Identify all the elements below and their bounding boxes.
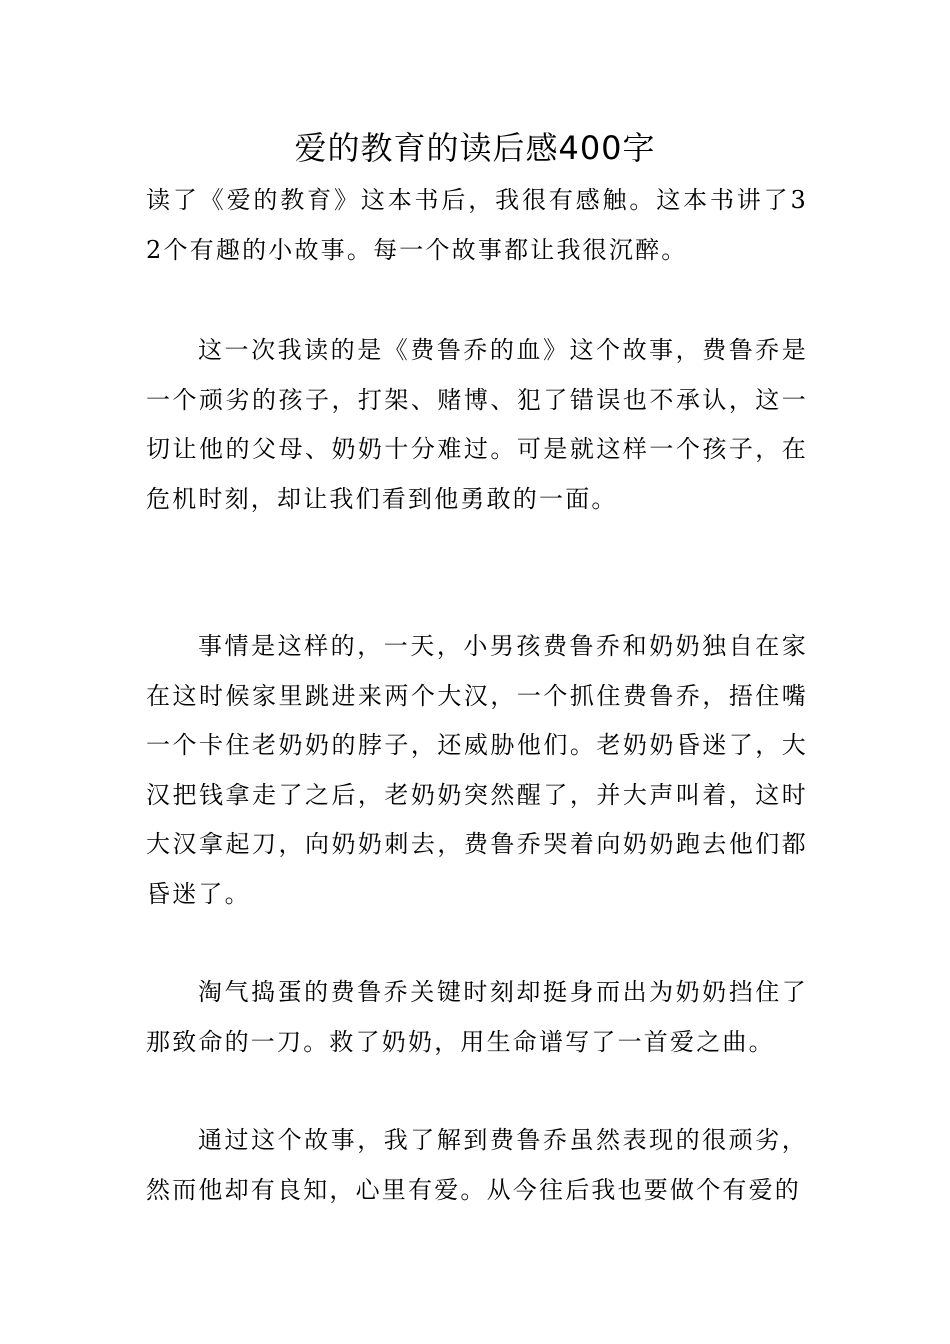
paragraph-story-climax: 淘气捣蛋的费鲁乔关键时刻却挺身而出为奶奶挡住了那致命的一刀。救了奶奶，用生命谱写了一首爱之曲。 [146, 978, 808, 1056]
paragraph-intro: 读了《爱的教育》这本书后，我很有感触。这本书讲了32个有趣的小故事。每一个故事都让我很沉醉。 [146, 186, 808, 264]
paragraph-reflection: 通过这个故事，我了解到费鲁乔虽然表现的很顽劣，然而他却有良知，心里有爱。从今往后我也要做个有爱的 [146, 1126, 808, 1204]
paragraph-story-intro: 这一次我读的是《费鲁乔的血》这个故事，费鲁乔是一个顽劣的孩子，打架、赌博、犯了错误也不承认，这一切让他的父母、奶奶十分难过。可是就这样一个孩子，在危机时刻，却让我们看到他勇敢的一面。 [146, 336, 808, 513]
paragraph-story-events: 事情是这样的，一天，小男孩费鲁乔和奶奶独自在家在这时候家里跳进来两个大汉，一个抓住费鲁乔，捂住嘴一个卡住老奶奶的脖子，还威胁他们。老奶奶昏迷了，大汉把钱拿走了之后，老奶奶突然醒了，并大声叫着，这时大汉拿起刀，向奶奶刺去，费鲁乔哭着向奶奶跑去他们都昏迷了。 [146, 632, 808, 908]
document-title: 爱的教育的读后感400字 [294, 129, 656, 167]
